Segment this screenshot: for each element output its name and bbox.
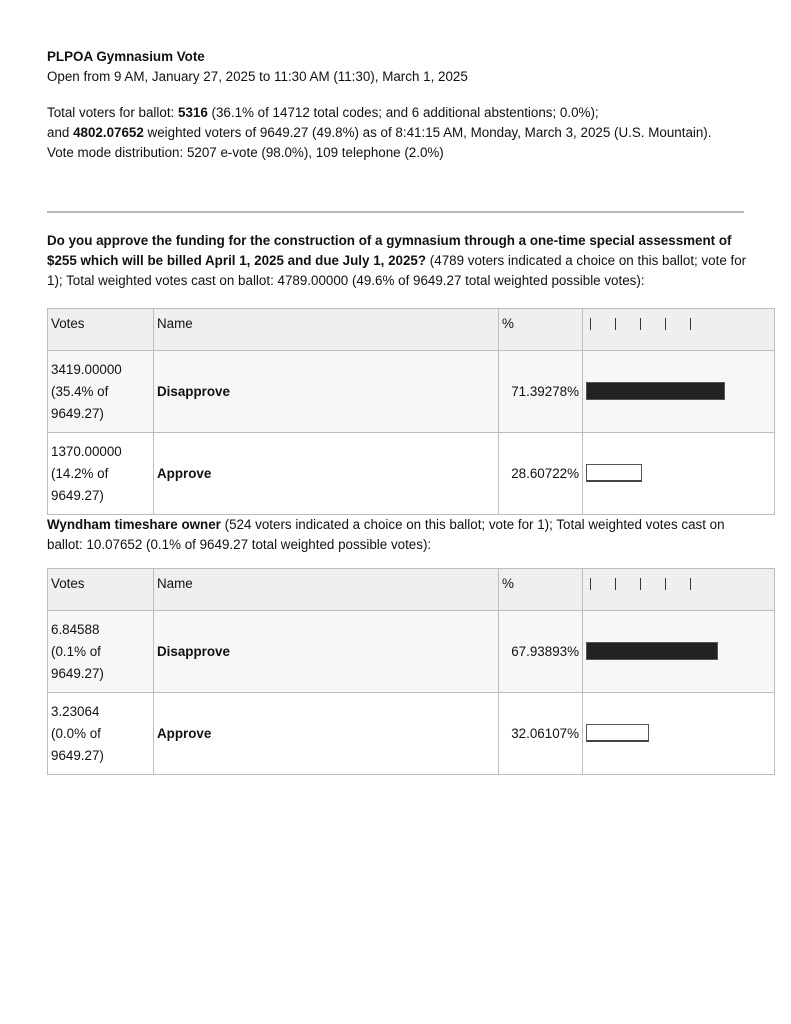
bar-cell (583, 433, 775, 515)
percent-cell: 71.39278% (499, 351, 583, 433)
scale-ticks (586, 313, 771, 330)
percent-cell: 32.06107% (499, 693, 583, 775)
pct-column-header: % (499, 569, 583, 611)
question-2-results-table (47, 568, 775, 775)
question-1-text (47, 231, 747, 291)
section-divider (47, 211, 744, 213)
result-bar-approve (586, 464, 642, 482)
result-bar-disapprove (586, 382, 725, 400)
bar-cell (583, 351, 775, 433)
choice-name-cell: Disapprove (154, 611, 499, 693)
scale-tick (640, 578, 641, 590)
bar-scale-header (583, 569, 775, 611)
total-voters-value: 5316 (178, 105, 208, 120)
scale-tick (640, 318, 641, 330)
total-voters-line: Total voters for ballot: 5316 (36.1% of 14712 total codes; and 6 additional abstentions; 0.0%); (47, 105, 599, 120)
question-1-results-table (47, 308, 775, 515)
weighted-voters-value: 4802.07652 (73, 125, 144, 140)
votes-cell: 3.23064 (0.0% of 9649.27) (48, 693, 154, 775)
bar-scale-header (583, 309, 775, 351)
scale-tick (615, 318, 616, 330)
name-column-header: Name (154, 569, 499, 611)
scale-tick (690, 318, 691, 330)
vote-mode-distribution: Vote mode distribution: 5207 e-vote (98.0%), 109 telephone (2.0%) (47, 145, 444, 160)
table-header-row (48, 569, 775, 611)
pct-column-header: % (499, 309, 583, 351)
scale-tick (590, 318, 591, 330)
ballot-stats (47, 103, 747, 163)
votes-column-header: Votes (48, 309, 154, 351)
page-title: PLPOA Gymnasium Vote (47, 49, 205, 64)
percent-cell: 67.93893% (499, 611, 583, 693)
open-period: Open from 9 AM, January 27, 2025 to 11:30 AM (11:30), March 1, 2025 (47, 69, 468, 84)
scale-tick (690, 578, 691, 590)
name-column-header: Name (154, 309, 499, 351)
weighted-voters-line: and 4802.07652 weighted voters of 9649.27 (49.8%) as of 8:41:15 AM, Monday, March 3, 2025 (U.S. Mountain). (47, 125, 712, 140)
table-header-row (48, 309, 775, 351)
bar-cell (583, 693, 775, 775)
scale-tick (665, 318, 666, 330)
bar-cell (583, 611, 775, 693)
votes-column-header: Votes (48, 569, 154, 611)
choice-name-cell: Disapprove (154, 351, 499, 433)
question-2-title: Wyndham timeshare owner (47, 517, 221, 532)
result-bar-approve (586, 724, 649, 742)
table-row (48, 611, 775, 693)
choice-name-cell: Approve (154, 693, 499, 775)
table-row (48, 351, 775, 433)
question-1-detail: (4789 voters indicated a choice on this ballot; vote for 1); Total weighted votes cast on ballot: 4789.00000 (49.6% of 9649.27 total weighted possible votes): (47, 253, 747, 288)
table-row (48, 693, 775, 775)
choice-name-cell: Approve (154, 433, 499, 515)
question-1-title: Do you approve the funding for the construction of a gymnasium through a one-time special assessment of $255 which will be billed April 1, 2025 and due July 1, 2025? (47, 233, 732, 268)
scale-ticks (586, 573, 771, 590)
question-2-text (47, 515, 757, 555)
result-bar-disapprove (586, 642, 718, 660)
scale-tick (665, 578, 666, 590)
question-2-detail: (524 voters indicated a choice on this ballot; vote for 1); Total weighted votes cast on ballot: 10.07652 (0.1% of 9649.27 total weighted possible votes): (47, 517, 725, 552)
votes-cell: 3419.00000 (35.4% of 9649.27) (48, 351, 154, 433)
percent-cell: 28.60722% (499, 433, 583, 515)
table-row (48, 433, 775, 515)
votes-cell: 1370.00000 (14.2% of 9649.27) (48, 433, 154, 515)
scale-tick (590, 578, 591, 590)
votes-cell: 6.84588 (0.1% of 9649.27) (48, 611, 154, 693)
scale-tick (615, 578, 616, 590)
